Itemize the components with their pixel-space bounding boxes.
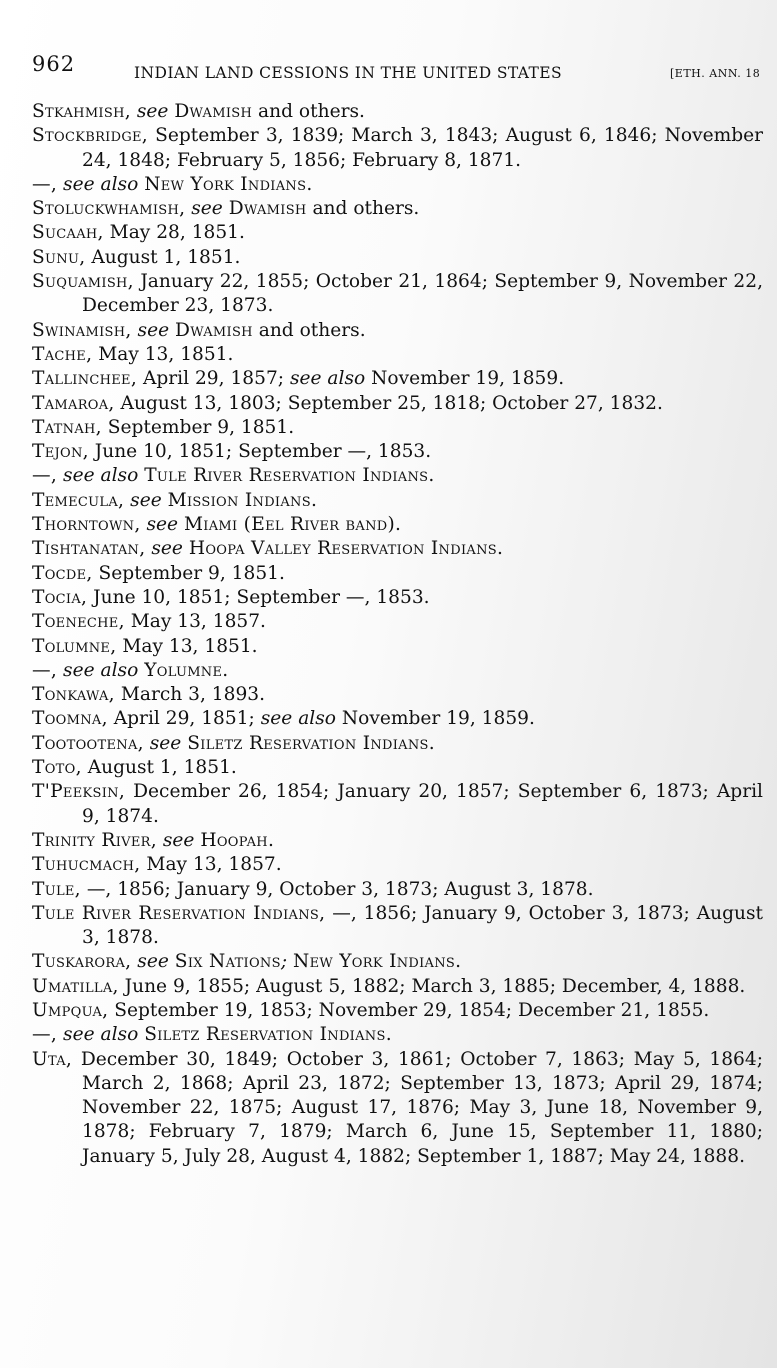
cross-reference: New York Indians (293, 951, 456, 973)
index-entry (18, 343, 763, 367)
entry-name: Stockbridge, (32, 125, 149, 147)
entry-dates: —, 1856; January 9, October 3, 1873; August 3, 1878. (80, 878, 594, 900)
see-reference-label: see (162, 829, 195, 851)
entry-name: Stoluckwhamish, (32, 198, 186, 220)
cross-reference: Dwamish (174, 101, 253, 122)
index-entry (18, 659, 763, 683)
index-entry (18, 489, 763, 513)
entry-name: Tuhucmach, (32, 854, 141, 876)
index-entry (18, 707, 763, 731)
see-reference-label: see also (63, 465, 139, 487)
index-entry (18, 392, 763, 416)
entry-name: Umatilla, (32, 975, 119, 997)
index-entry (18, 124, 763, 173)
index-entry (18, 780, 763, 829)
index-entry (18, 975, 763, 999)
index-entry (18, 270, 763, 319)
index-entry (18, 829, 763, 853)
see-reference-label: see (149, 732, 182, 754)
entry-dates: and others. (306, 198, 420, 220)
entry-name: Stkahmish, (32, 101, 131, 122)
index-entry (18, 950, 763, 974)
entry-dates: April 29, 1857; (137, 368, 290, 390)
entry-name: Sunu, (32, 246, 86, 268)
entry-dates: September 19, 1853; November 29, 1854; December 21, 1855. (108, 999, 710, 1021)
entry-name: Toto, (32, 757, 82, 779)
entry-dates: May 13, 1857. (124, 611, 266, 633)
entry-name: Tallinchee, (32, 368, 138, 390)
see-reference-label: see (146, 514, 179, 536)
entry-name: Tishtanatan, (32, 538, 146, 560)
entry-name: Tuskarora, (32, 951, 132, 973)
index-entry (18, 319, 763, 343)
index-entry (18, 221, 763, 245)
entry-dates: . (306, 173, 313, 195)
entry-name: Tache, (32, 343, 93, 365)
index-entry (18, 367, 763, 391)
entry-dates: . (310, 489, 317, 511)
page-title: INDIAN LAND CESSIONS IN THE UNITED STATES (134, 64, 562, 82)
entry-name: Tamaroa, (32, 392, 115, 414)
entry-name: Thorntown, (32, 514, 141, 536)
see-reference-label: see also (63, 1024, 139, 1046)
cross-reference: Siletz Reservation Indians (144, 1024, 386, 1046)
index-entry (18, 464, 763, 488)
entry-name: Suquamish, (32, 271, 134, 293)
index-entry (18, 440, 763, 464)
entry-dates: and others. (252, 101, 365, 122)
entry-dates: —, 1856; January 9, October 3, 1873; August 3, 1878. (82, 902, 763, 949)
entry-dates: . (496, 538, 503, 560)
entry-name: Tocia, (32, 586, 88, 608)
entry-name: —, (32, 465, 58, 487)
index-entry (18, 732, 763, 756)
entry-dates: April 29, 1851; (107, 708, 261, 730)
entry-name: Tejon, (32, 441, 89, 463)
cross-reference: Six Nations (174, 951, 281, 973)
see-reference-label: see (137, 951, 169, 973)
see-reference-label: see (137, 319, 170, 341)
entry-name: Tocde, (32, 562, 93, 584)
see-reference-label: see (136, 101, 169, 122)
index-entry (18, 246, 763, 270)
entry-name: Tule River Reservation Indians, (32, 902, 326, 924)
index-entry (18, 1048, 763, 1169)
entry-dates: and others. (252, 319, 366, 341)
see-reference-label: see (191, 198, 223, 220)
index-entry (18, 610, 763, 634)
entry-dates: June 10, 1851; September —, 1853. (88, 441, 432, 463)
see-reference-label: see also (63, 173, 139, 195)
cross-reference: Hoopa Valley Reservation Indians (188, 538, 497, 560)
index-entry (18, 100, 763, 124)
index-entry (18, 1023, 763, 1047)
cross-reference: Yolumne (144, 659, 223, 681)
entry-name: —, (32, 173, 58, 195)
index-entry (18, 683, 763, 707)
entry-dates: August 13, 1803; September 25, 1818; October 27, 1832. (114, 392, 663, 414)
entry-dates: March 3, 1893. (114, 684, 266, 706)
cross-reference: Miami (Eel River band) (183, 514, 396, 536)
entry-name: Sucaah, (32, 222, 104, 244)
entry-dates: September 9, 1851. (92, 562, 285, 584)
see-reference-label: see (151, 538, 183, 560)
entry-name: Toeneche, (32, 611, 125, 633)
separator: ; (280, 951, 293, 973)
index-entry (18, 999, 763, 1023)
entry-name: —, (32, 659, 58, 681)
entry-dates: . (267, 829, 274, 851)
cross-reference: Hoopah (200, 829, 268, 851)
entry-dates: December 26, 1854; January 20, 1857; September 6, 1873; April 9, 1874. (82, 781, 763, 827)
see-reference-label: see also (63, 659, 139, 681)
cross-reference: Mission Indians (167, 489, 311, 511)
entry-dates: May 13, 1857. (140, 854, 282, 876)
index-entry (18, 878, 763, 902)
entry-dates: August 1, 1851. (81, 757, 237, 779)
entry-name: Toomna, (32, 708, 108, 730)
entry-dates: . (385, 1024, 392, 1046)
entry-name: Tolumne, (32, 635, 117, 657)
running-header (30, 52, 770, 82)
cross-reference: Tule River Reservation Indians (144, 465, 429, 487)
see-reference-label: see also (260, 708, 336, 730)
entry-name: Tatnah, (32, 416, 102, 438)
entry-name: Umpqua, (32, 999, 109, 1021)
cross-reference: Dwamish (175, 319, 253, 341)
entry-dates: January 22, 1855; October 21, 1864; September 9, November 22, December 23, 1873. (82, 271, 763, 317)
entry-dates: . (428, 465, 435, 487)
entry-name: Uta, (32, 1048, 73, 1070)
entry-dates: May 13, 1851. (92, 343, 234, 365)
entry-dates: . (222, 659, 229, 681)
report-reference: [ETH. ANN. 18 (670, 67, 761, 80)
entry-dates: August 1, 1851. (85, 246, 241, 268)
index-entry (18, 756, 763, 780)
index-entry (18, 853, 763, 877)
entry-name: Swinamish, (32, 319, 132, 341)
entry-dates: . (428, 732, 435, 754)
index-entry (18, 537, 763, 561)
index-entry-list (18, 100, 763, 1169)
index-entry (18, 635, 763, 659)
entry-dates: May 13, 1851. (116, 635, 258, 657)
entry-dates: June 9, 1855; August 5, 1882; March 3, 1885; December, 4, 1888. (118, 975, 746, 997)
entry-dates: . (395, 514, 401, 536)
index-entry (18, 197, 763, 221)
index-entry (18, 562, 763, 586)
index-entry (18, 902, 763, 951)
see-reference-label: see also (289, 368, 366, 390)
entry-name: Temecula, (32, 489, 125, 511)
entry-name: Tootootena, (32, 732, 144, 754)
entry-name: Tule, (32, 878, 81, 900)
index-entry (18, 586, 763, 610)
entry-dates: September 3, 1839; March 3, 1843; August 6, 1846; November 24, 1848; February 5, 1856; February 8, 1871. (82, 125, 763, 171)
entry-dates: September 9, 1851. (101, 416, 295, 438)
entry-name: Trinity River, (32, 829, 157, 851)
entry-name: —, (32, 1024, 58, 1046)
entry-dates: December 30, 1849; October 3, 1861; October 7, 1863; May 5, 1864; March 2, 1868; April 23, 1872; September 13, 1873; April 29, 1874; November 22, 1875; August 17, 1876; May 3, June 18, November 9, 1878; February 7, 1879; March 6, June 15, September 11, 1880; January 5, July 28, August 4, 1882; September 1, 1887; May 24, 1888. (72, 1048, 763, 1167)
cross-reference: Dwamish (228, 198, 307, 220)
cross-reference: Siletz Reservation Indians (187, 732, 429, 754)
entry-dates: May 28, 1851. (103, 222, 245, 244)
index-entry (18, 416, 763, 440)
entry-name: T'Peeksin, (32, 781, 126, 803)
page-number: 962 (32, 52, 76, 76)
entry-dates: November 19, 1859. (365, 368, 565, 390)
entry-name: Tonkawa, (32, 684, 115, 706)
entry-dates: June 10, 1851; September —, 1853. (87, 586, 430, 608)
entry-dates: . (455, 951, 462, 973)
entry-dates: November 19, 1859. (335, 708, 535, 730)
cross-reference: New York Indians (144, 173, 307, 195)
see-reference-label: see (130, 489, 162, 511)
index-entry (18, 173, 763, 197)
index-entry (18, 513, 763, 537)
